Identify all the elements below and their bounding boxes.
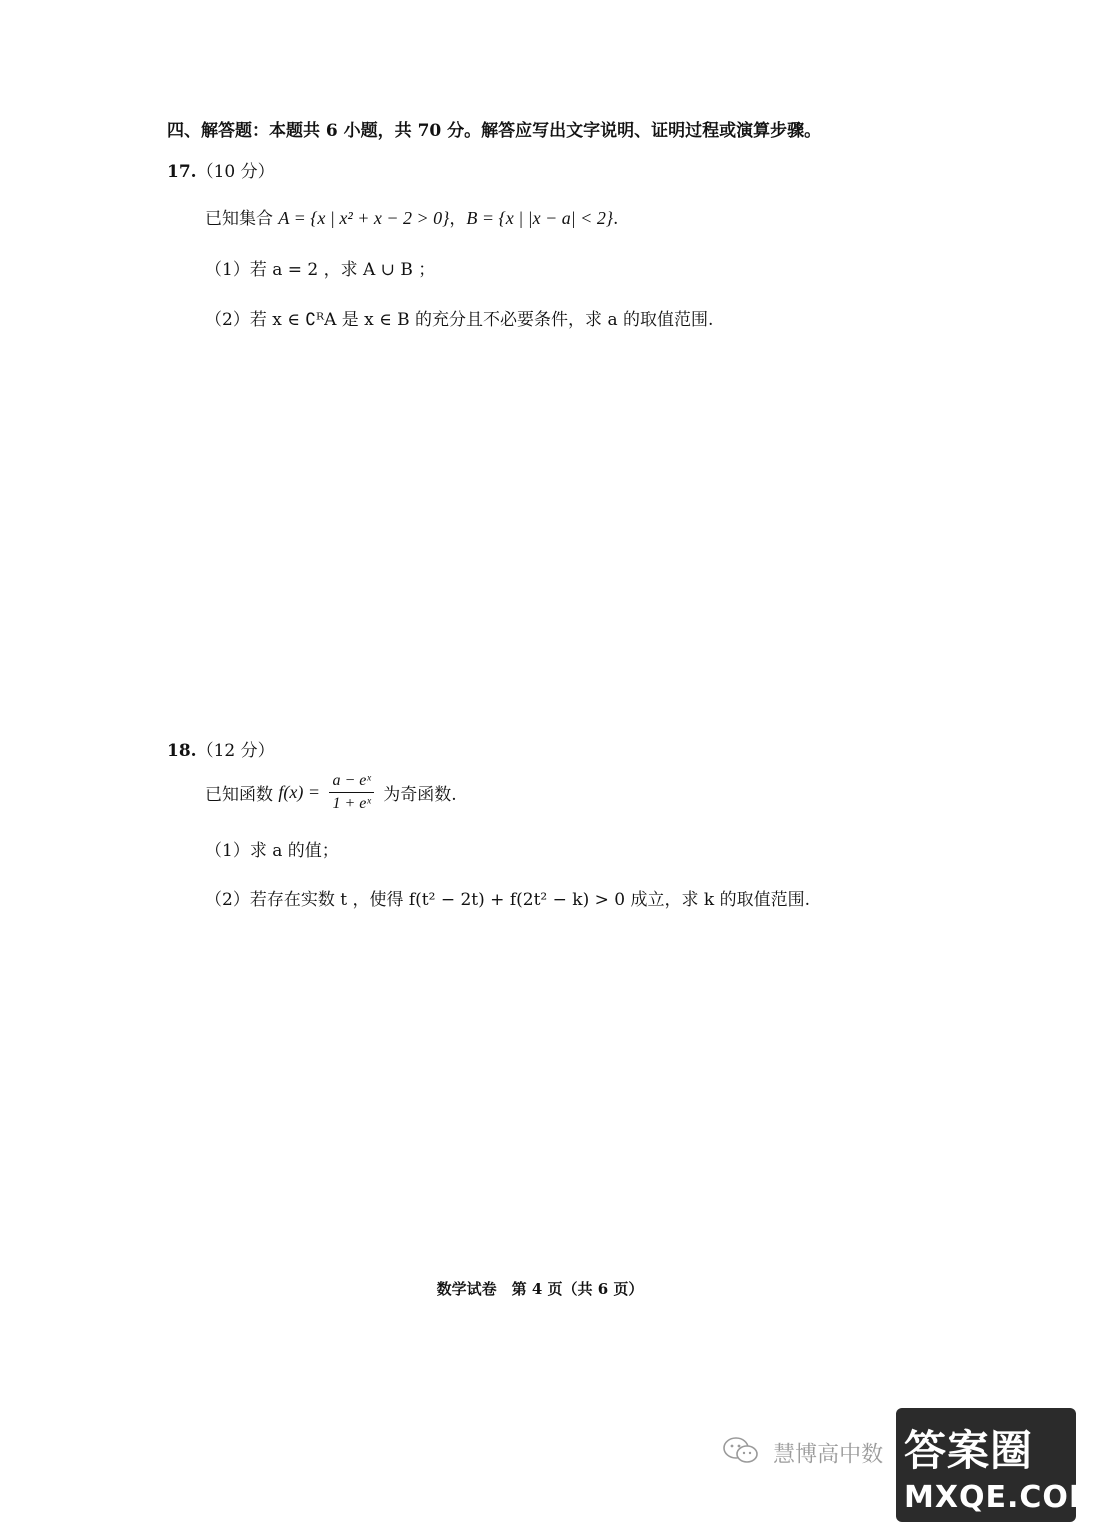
wechat-icon (722, 1436, 760, 1470)
part-text: 若存在实数 t ，使得 f(t² − 2t) + f(2t² − k) > 0 成立，求 k 的取值范围. (249, 890, 810, 910)
function-lhs: f(x) = (278, 782, 321, 802)
part-text: 若 a = 2 ，求 A ∪ B ； (249, 260, 436, 280)
stem-end: . (613, 209, 619, 229)
question-18-header (167, 736, 275, 761)
page-footer: 数学试卷 第 4 页（共 6 页） (436, 1280, 644, 1298)
question-18-part-1 (205, 836, 339, 861)
watermark-logo-bottom: MXQE.COM (904, 1480, 1100, 1515)
part-label: （2） (205, 310, 250, 330)
part-label: （1） (205, 841, 250, 861)
set-a: A = {x | x² + x − 2 > 0} (278, 208, 450, 228)
question-17-stem (205, 204, 618, 229)
question-points: （10 分） (196, 162, 275, 182)
fraction-denominator: 1 + eˣ (332, 795, 371, 812)
question-number: 17. (167, 162, 197, 182)
set-b: B = {x | |x − a| < 2} (466, 208, 614, 228)
watermark-logo (896, 1408, 1100, 1522)
question-17-part-2 (205, 305, 713, 330)
question-17-header (167, 157, 275, 182)
part-text: 若 x ∈ ∁ᴿA 是 x ∈ B 的充分且不必要条件，求 a 的取值范围. (249, 310, 714, 330)
fraction-numerator: a − eˣ (329, 772, 373, 793)
section-heading: 四、解答题：本题共 6 小题，共 70 分。解答应写出文字说明、证明过程或演算步骤。 (167, 121, 822, 141)
watermark-logo-top: 答案圈 (904, 1426, 1034, 1475)
watermark-account-text: 慧博高中数 (773, 1442, 884, 1468)
comma: ， (449, 209, 467, 229)
watermark-account (722, 1436, 883, 1470)
part-label: （1） (205, 260, 250, 280)
question-points: （12 分） (196, 741, 275, 761)
function-fraction (329, 772, 373, 813)
stem-prefix: 已知集合 (205, 209, 273, 229)
part-label: （2） (205, 890, 250, 910)
stem-prefix: 已知函数 (205, 785, 273, 805)
part-text: 求 a 的值； (249, 841, 339, 861)
question-number: 18. (167, 741, 197, 761)
question-18-stem (205, 772, 457, 813)
question-18-part-2 (205, 885, 810, 910)
question-17-part-1 (205, 255, 435, 280)
stem-suffix: 为奇函数. (383, 785, 457, 805)
